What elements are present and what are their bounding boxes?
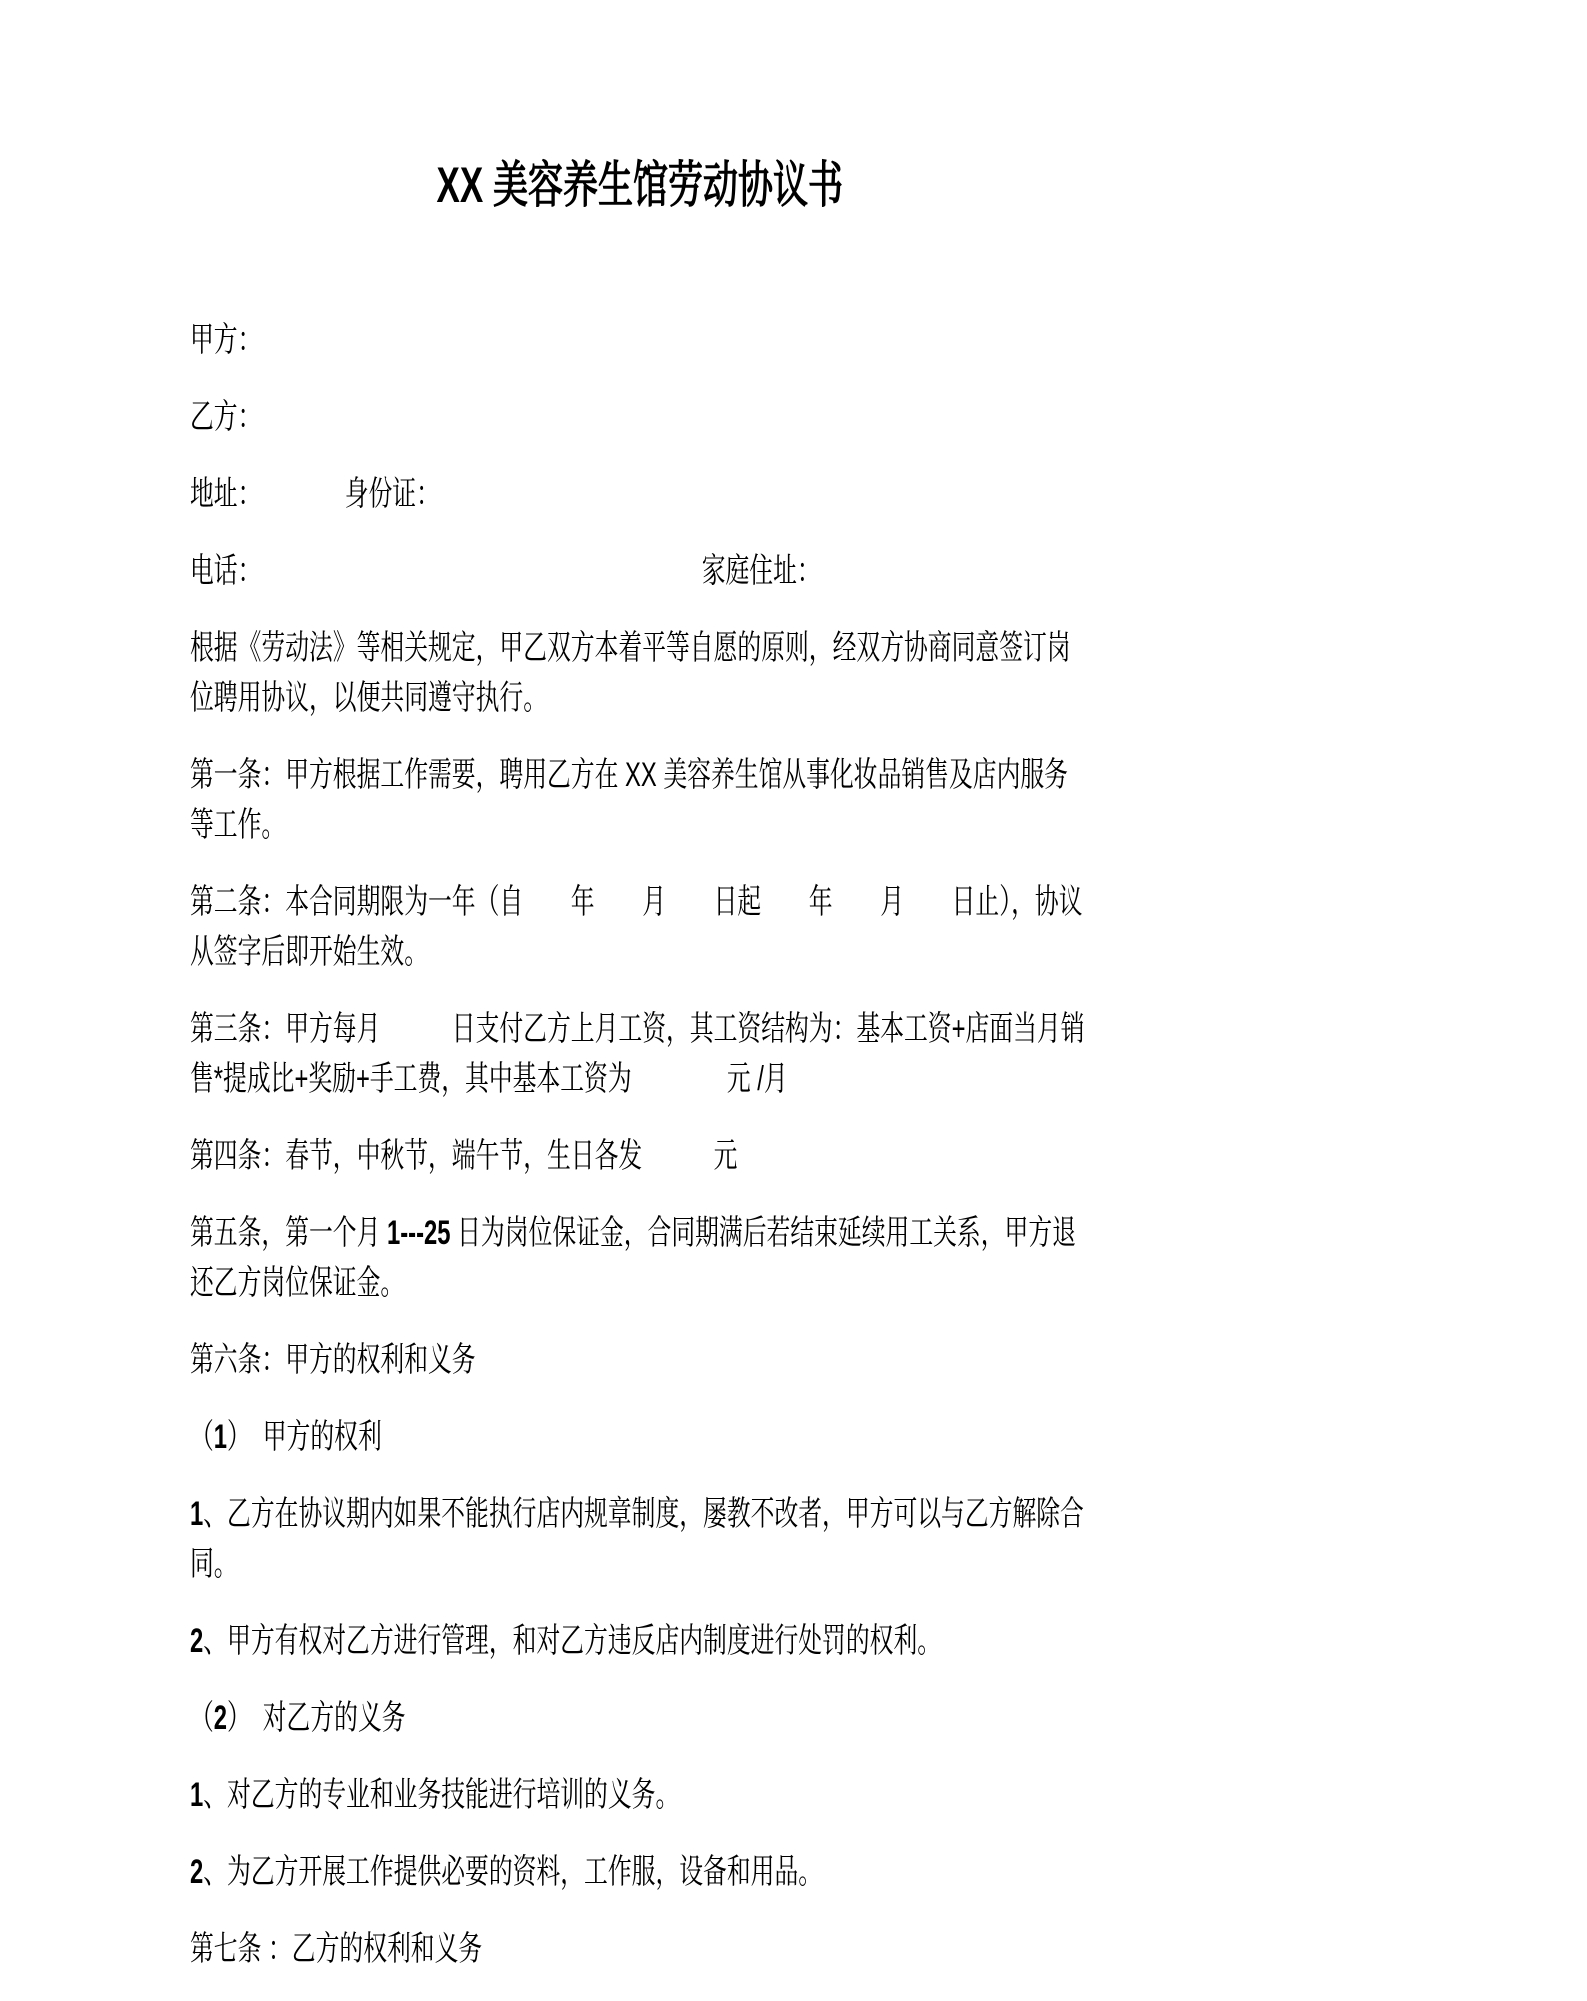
clause-4: 第四条：春节，中秋节，端午节，生日各发 元 (190, 1137, 738, 1175)
document-body (190, 0, 1090, 2001)
clause-6: 第六条：甲方的权利和义务 (190, 1341, 476, 1379)
field-address-idcard: 地址： 身份证： (190, 475, 440, 513)
clause-6-party-a-right-1: 1、乙方在协议期内如果不能执行店内规章制度，屡教不改者，甲方可以与乙方解除合同。 (190, 1495, 1084, 1583)
document-title: XX 美容养生馆劳动协议书 (436, 157, 843, 213)
clause-5: 第五条，第一个月 1---25 日为岗位保证金，合同期满后若结束延续用工关系，甲方退还乙方岗位保证金。 (190, 1214, 1076, 1302)
clause-6-party-a-right-2: 2、甲方有权对乙方进行管理，和对乙方违反店内制度进行处罚的权利。 (190, 1622, 942, 1660)
clause-6-party-b-obligation-1: 1、对乙方的专业和业务技能进行培训的义务。 (190, 1776, 680, 1814)
clause-7: 第七条 ：乙方的权利和义务 (190, 1930, 483, 1968)
clause-6-section-2-heading: （2） 对乙方的义务 (190, 1699, 406, 1737)
preamble: 根据《劳动法》等相关规定，甲乙双方本着平等自愿的原则，经双方协商同意签订岗位聘用协议，以便共同遵守执行。 (190, 629, 1071, 717)
clause-1: 第一条：甲方根据工作需要，聘用乙方在 XX 美容养生馆从事化妆品销售及店内服务等工作。 (190, 756, 1068, 844)
clause-6-section-1-heading: （1） 甲方的权利 (190, 1418, 382, 1456)
field-party-b: 乙方： (190, 398, 262, 436)
clause-6-party-b-obligation-2: 2、为乙方开展工作提供必要的资料，工作服，设备和用品。 (190, 1853, 823, 1891)
clause-2: 第二条：本合同期限为一年（自 年 月 日起 年 月 日止），协议从签字后即开始生效。 (190, 883, 1083, 971)
field-party-a: 甲方： (190, 321, 262, 359)
field-phone-homeaddress: 电话： 家庭住址： (190, 552, 821, 590)
clause-3: 第三条：甲方每月 日支付乙方上月工资，其工资结构为：基本工资+店面当月销售*提成比+奖励+手工费，其中基本工资为 元 /月 (190, 1010, 1085, 1098)
